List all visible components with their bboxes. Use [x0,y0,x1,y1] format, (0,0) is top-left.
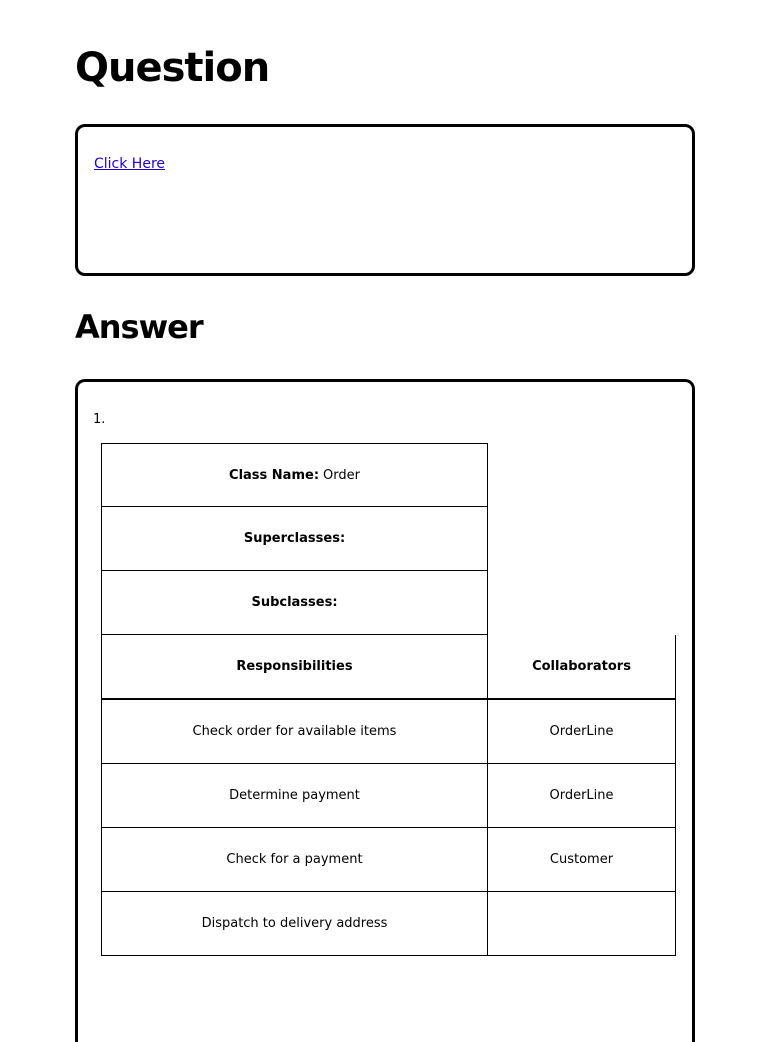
collaborators-header: Collaborators [487,635,676,700]
question-card [75,124,695,276]
responsibility-cell: Check for a payment [101,828,488,892]
answer-heading: Answer [75,308,203,346]
crc-table [101,443,676,956]
list-marker: 1. [93,412,106,427]
click-here-link[interactable]: Click Here [94,156,166,172]
responsibilities-header: Responsibilities [101,635,488,700]
collaborator-cell: Customer [487,828,676,892]
responsibility-cell: Check order for available items [101,700,488,764]
responsibility-cell: Determine payment [101,764,488,828]
question-heading: Question [75,45,270,91]
collaborator-cell: OrderLine [487,764,676,828]
class-name-label: Class Name: [229,467,320,483]
subclasses-cell: Subclasses: [101,571,488,635]
answer-card [75,379,695,1042]
class-name-value: Order [323,467,360,483]
collaborator-cell [487,892,676,956]
collaborator-cell: OrderLine [487,700,676,764]
responsibility-cell: Dispatch to delivery address [101,892,488,956]
superclasses-cell: Superclasses: [101,507,488,571]
class-name-cell [101,443,488,507]
